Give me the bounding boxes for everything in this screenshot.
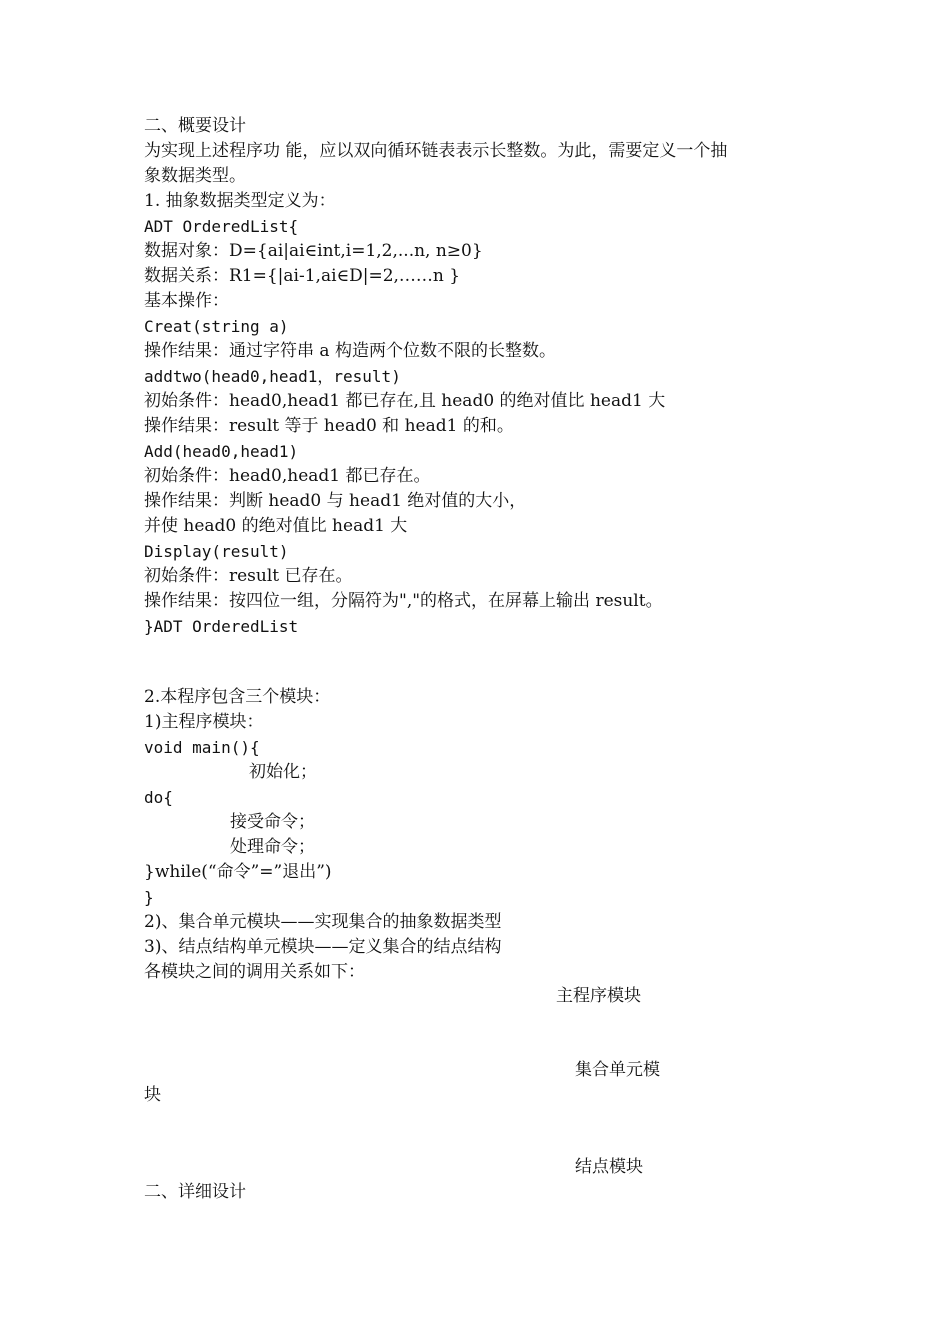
module-node-label: 3)、结点结构单元模块——定义集合的结点结构 bbox=[144, 937, 502, 957]
op-display-signature: Display(result) bbox=[144, 542, 289, 561]
section-title-outline-design: 二、概要设计 bbox=[144, 116, 246, 136]
op-add-result-2: 并使 head0 的绝对值比 head1 大 bbox=[144, 516, 408, 536]
data-object-line: 数据对象：D={ai|ai∈int,i=1,2,...n, n≥0} bbox=[144, 241, 483, 261]
modules-heading: 2.本程序包含三个模块： bbox=[144, 687, 331, 707]
op-addtwo-signature: addtwo(head0,head1，result) bbox=[144, 367, 401, 386]
diagram-set-module: 集合单元模 bbox=[575, 1060, 660, 1080]
op-display-result: 操作结果：按四位一组，分隔符为","的格式，在屏幕上输出 result。 bbox=[144, 591, 663, 611]
accept-command-step: 接受命令； bbox=[230, 812, 315, 832]
call-relation-label: 各模块之间的调用关系如下： bbox=[144, 962, 365, 982]
module-main-label: 1)主程序模块： bbox=[144, 712, 264, 732]
basic-ops-label: 基本操作： bbox=[144, 291, 229, 311]
diagram-node-module: 结点模块 bbox=[575, 1157, 643, 1177]
while-line: }while(“命令”=”退出”) bbox=[144, 862, 332, 882]
main-function-open: void main(){ bbox=[144, 738, 260, 757]
op-add-signature: Add(head0,head1) bbox=[144, 442, 299, 461]
do-open: do{ bbox=[144, 788, 173, 807]
adt-close: }ADT OrderedList bbox=[144, 617, 299, 636]
op-addtwo-precondition: 初始条件：head0,head1 都已存在,且 head0 的绝对值比 head1 大 bbox=[144, 391, 666, 411]
intro-line-1: 为实现上述程序功 能，应以双向循环链表表示长整数。为此，需要定义一个抽 bbox=[144, 141, 728, 161]
intro-line-2: 象数据类型。 bbox=[144, 166, 246, 186]
data-relation-line: 数据关系：R1={|ai-1,ai∈D|=2,……n } bbox=[144, 266, 461, 286]
section-title-detailed-design: 二、详细设计 bbox=[144, 1182, 246, 1202]
init-step: 初始化； bbox=[249, 762, 317, 782]
op-creat-signature: Creat(string a) bbox=[144, 317, 289, 336]
op-add-result-1: 操作结果：判断 head0 与 head1 绝对值的大小， bbox=[144, 491, 527, 511]
adt-heading: 1. 抽象数据类型定义为： bbox=[144, 191, 336, 211]
adt-open: ADT OrderedList{ bbox=[144, 217, 299, 236]
op-creat-result: 操作结果：通过字符串 a 构造两个位数不限的长整数。 bbox=[144, 341, 556, 361]
op-display-precondition: 初始条件：result 已存在。 bbox=[144, 566, 353, 586]
op-addtwo-result: 操作结果：result 等于 head0 和 head1 的和。 bbox=[144, 416, 514, 436]
diagram-set-module-cont: 块 bbox=[144, 1085, 161, 1105]
process-command-step: 处理命令； bbox=[230, 837, 315, 857]
module-set-label: 2)、集合单元模块——实现集合的抽象数据类型 bbox=[144, 912, 502, 932]
diagram-main-module: 主程序模块 bbox=[556, 986, 641, 1006]
main-function-close: } bbox=[144, 888, 154, 907]
op-add-precondition: 初始条件：head0,head1 都已存在。 bbox=[144, 466, 431, 486]
